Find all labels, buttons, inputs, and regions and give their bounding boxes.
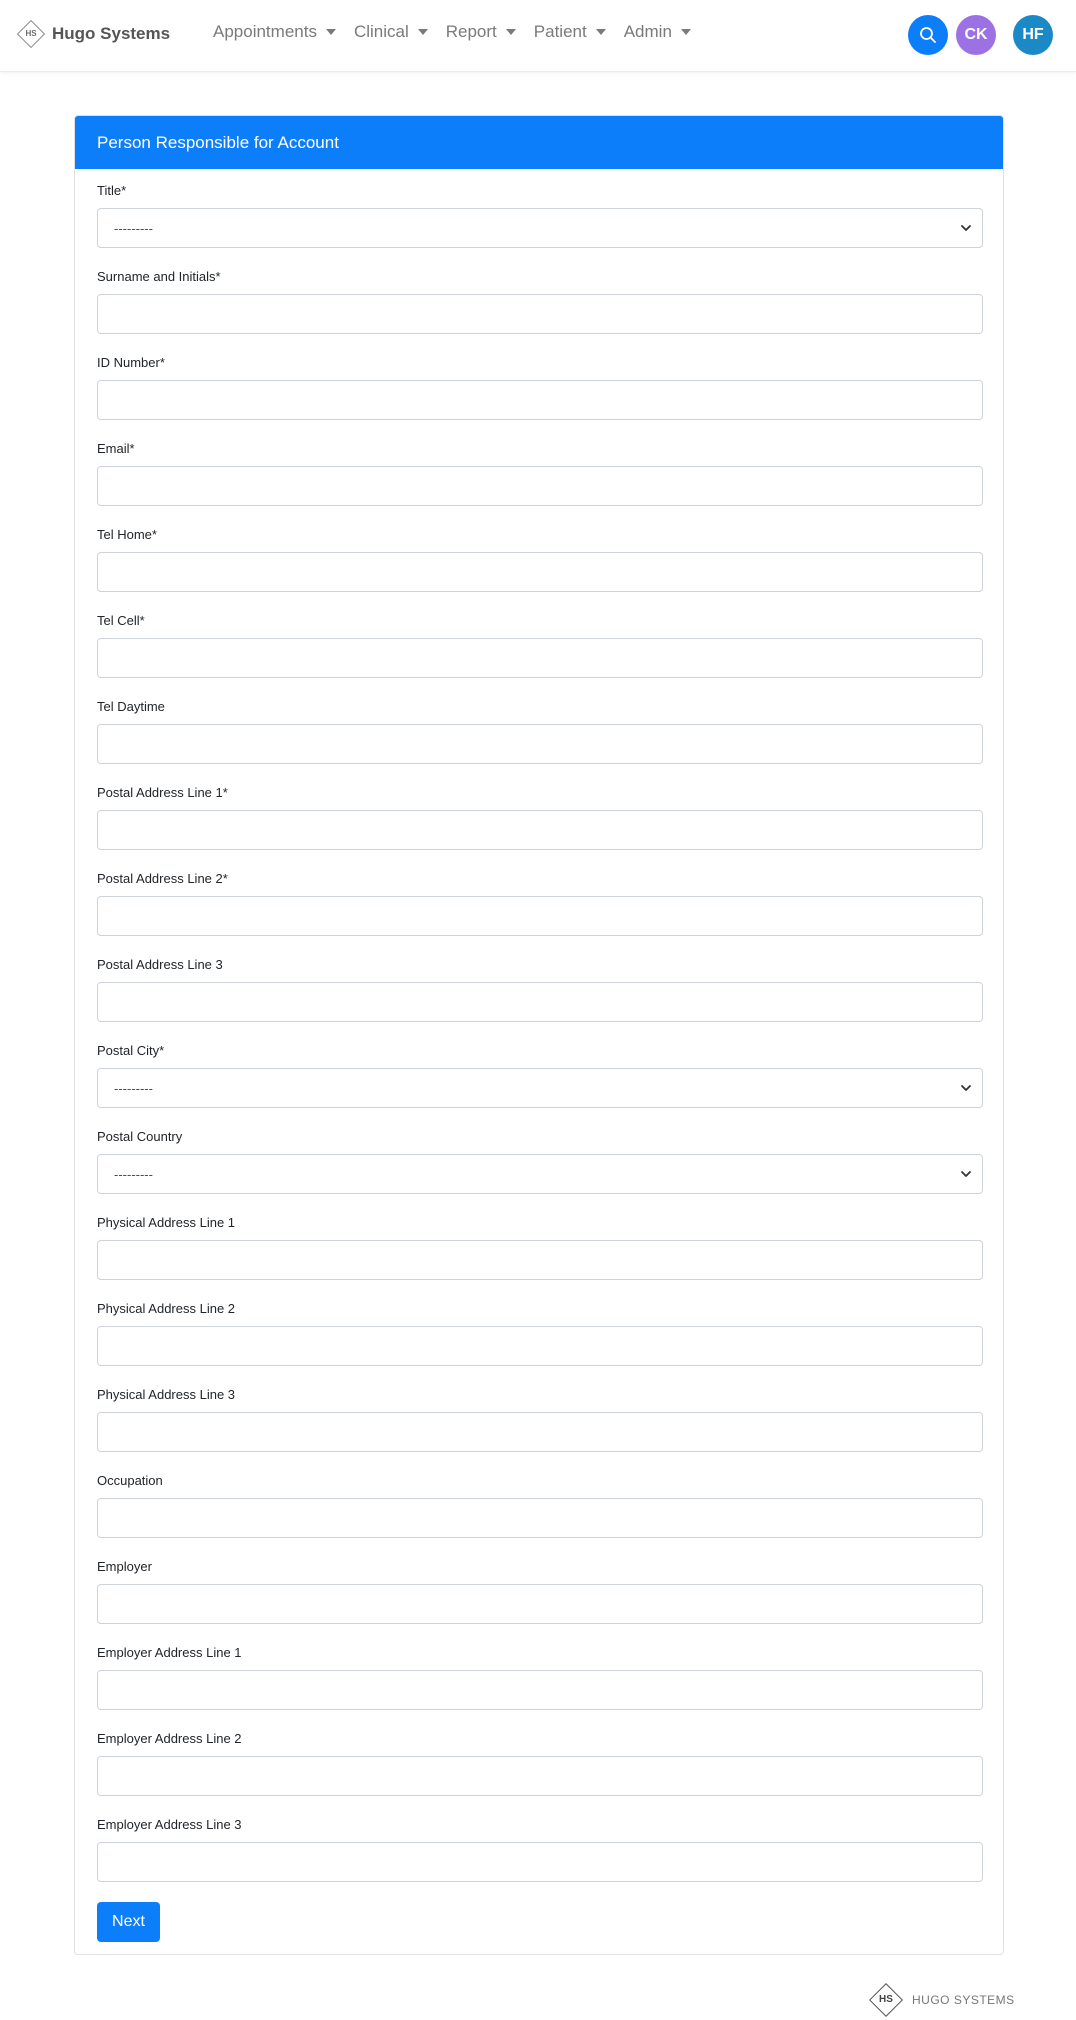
top-navbar	[0, 0, 1076, 72]
nav-report-label: Report	[445, 22, 497, 41]
search-button[interactable]	[908, 15, 948, 55]
postal-address-line-2-label: Postal Address Line 2*	[97, 871, 228, 886]
postal-address-line-3-label: Postal Address Line 3	[97, 957, 223, 972]
postal-city-selected-value: ---------	[114, 1081, 153, 1096]
physical-address-line-3-label: Physical Address Line 3	[97, 1387, 236, 1402]
occupation-label: Occupation	[97, 1473, 163, 1488]
field-employer-address-line-2	[97, 1730, 983, 1748]
title-selected-value: ---------	[114, 221, 153, 236]
field-postal-city	[97, 1042, 983, 1096]
id-number-input[interactable]	[97, 380, 983, 420]
physical-address-line-3-input[interactable]	[97, 1412, 983, 1452]
card-title: Person Responsible for Account	[75, 116, 1003, 169]
id-number-label: ID Number*	[97, 355, 165, 370]
field-title	[97, 182, 983, 236]
employer-address-line-1-label: Employer Address Line 1	[97, 1645, 242, 1660]
nav-clinical-label: Clinical	[353, 22, 409, 41]
postal-city-label: Postal City*	[97, 1043, 165, 1058]
tel-daytime-input[interactable]	[97, 724, 983, 764]
tel-home-input[interactable]	[97, 552, 983, 592]
avatar-hf[interactable]: HF	[1013, 15, 1053, 55]
caret-down-icon	[326, 29, 336, 35]
physical-address-line-2-label: Physical Address Line 2	[97, 1301, 236, 1316]
field-tel-daytime	[97, 698, 983, 716]
chevron-down-icon	[960, 1081, 972, 1095]
email-input[interactable]	[97, 466, 983, 506]
field-id-number	[97, 354, 983, 372]
brand-logo-text: HS	[25, 29, 37, 38]
field-postal-address-line-3	[97, 956, 983, 974]
employer-label: Employer	[97, 1559, 152, 1574]
employer-address-line-2-label: Employer Address Line 2	[97, 1731, 242, 1746]
tel-home-label: Tel Home*	[97, 527, 157, 542]
nav-appointments-label: Appointments	[213, 22, 317, 41]
employer-input[interactable]	[97, 1584, 983, 1624]
caret-down-icon	[418, 29, 428, 35]
field-postal-address-line-2	[97, 870, 983, 888]
field-physical-address-line-3	[97, 1386, 983, 1404]
search-icon	[919, 26, 937, 44]
footer-logo-text: HS	[879, 1994, 893, 2005]
nav-patient-label: Patient	[533, 22, 587, 41]
physical-address-line-1-input[interactable]	[97, 1240, 983, 1280]
field-employer-address-line-3	[97, 1816, 983, 1834]
nav-report-dropdown[interactable]	[446, 22, 516, 42]
employer-address-line-3-input[interactable]	[97, 1842, 983, 1882]
postal-country-selected-value: ---------	[114, 1167, 153, 1182]
nav-appointments-dropdown[interactable]	[213, 22, 336, 42]
field-tel-home	[97, 526, 983, 544]
nav-admin-label: Admin	[623, 22, 672, 41]
chevron-down-icon	[960, 1167, 972, 1181]
field-tel-cell	[97, 612, 983, 630]
field-email	[97, 440, 983, 458]
surname-and-initials-label: Surname and Initials*	[97, 269, 221, 284]
footer-logo-icon	[866, 1980, 906, 2020]
postal-city-select[interactable]	[97, 1068, 983, 1108]
employer-address-line-2-input[interactable]	[97, 1756, 983, 1796]
tel-daytime-label: Tel Daytime	[97, 699, 165, 714]
nav-patient-dropdown[interactable]	[534, 22, 606, 42]
physical-address-line-1-label: Physical Address Line 1	[97, 1215, 236, 1230]
brand-logo-icon	[16, 19, 46, 49]
main-nav	[213, 22, 709, 42]
account-form-card	[74, 115, 1004, 1955]
caret-down-icon	[681, 29, 691, 35]
title-select[interactable]	[97, 208, 983, 248]
postal-country-select[interactable]	[97, 1154, 983, 1194]
postal-address-line-2-input[interactable]	[97, 896, 983, 936]
nav-admin-dropdown[interactable]	[624, 22, 691, 42]
employer-address-line-1-input[interactable]	[97, 1670, 983, 1710]
footer-brand-text: HUGO SYSTEMS	[912, 1993, 1015, 2007]
postal-address-line-3-input[interactable]	[97, 982, 983, 1022]
postal-address-line-1-label: Postal Address Line 1*	[97, 785, 228, 800]
postal-address-line-1-input[interactable]	[97, 810, 983, 850]
caret-down-icon	[506, 29, 516, 35]
brand[interactable]	[16, 18, 170, 50]
chevron-down-icon	[960, 221, 972, 235]
surname-and-initials-input[interactable]	[97, 294, 983, 334]
caret-down-icon	[596, 29, 606, 35]
brand-name: Hugo Systems	[52, 24, 171, 43]
field-employer-address-line-1	[97, 1644, 983, 1662]
email-label: Email*	[97, 441, 135, 456]
field-postal-address-line-1	[97, 784, 983, 802]
field-employer	[97, 1558, 983, 1576]
tel-cell-input[interactable]	[97, 638, 983, 678]
next-button[interactable]: Next	[97, 1902, 160, 1942]
postal-country-label: Postal Country	[97, 1129, 183, 1144]
employer-address-line-3-label: Employer Address Line 3	[97, 1817, 242, 1832]
field-physical-address-line-1	[97, 1214, 983, 1232]
tel-cell-label: Tel Cell*	[97, 613, 145, 628]
physical-address-line-2-input[interactable]	[97, 1326, 983, 1366]
field-physical-address-line-2	[97, 1300, 983, 1318]
field-surname-and-initials	[97, 268, 983, 286]
field-occupation	[97, 1472, 983, 1490]
title-label: Title*	[97, 183, 127, 198]
footer	[866, 1980, 1015, 2020]
field-postal-country	[97, 1128, 983, 1182]
avatar-ck[interactable]: CK	[956, 15, 996, 55]
occupation-input[interactable]	[97, 1498, 983, 1538]
nav-clinical-dropdown[interactable]	[354, 22, 428, 42]
